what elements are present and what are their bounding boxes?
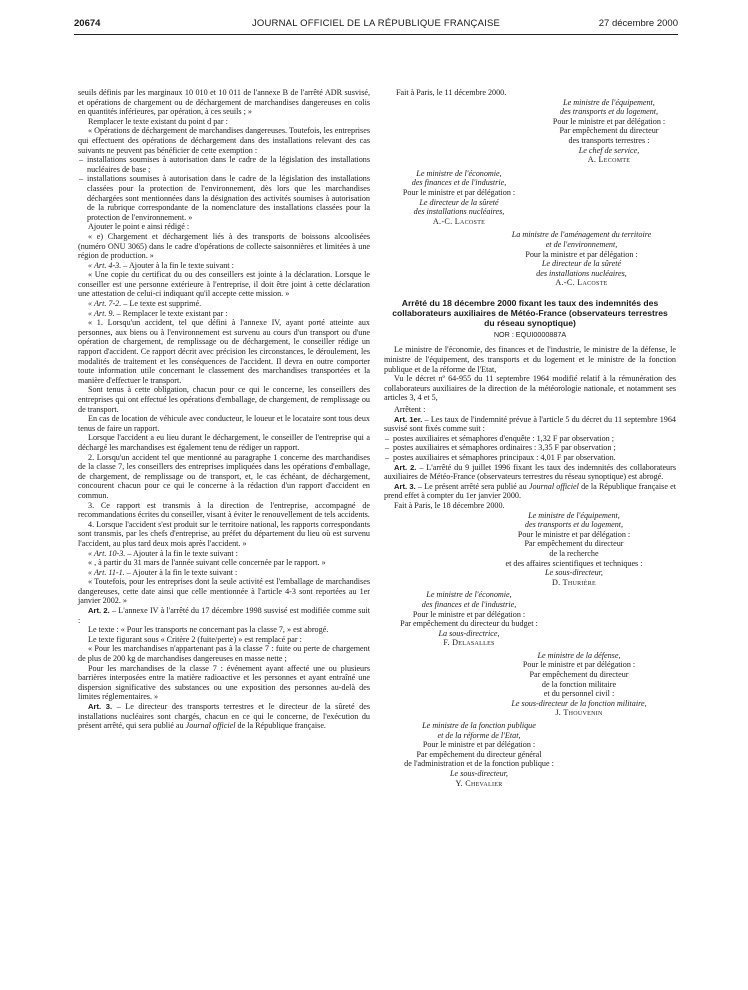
paragraph: Vu le décret nº 64-955 du 11 septembre 1964 modifié relatif à la rémunération des collaborateurs auxiliaires de la direction de la météorologie nationale, et notamment ses articles 3, 4 et 5, — [384, 374, 676, 403]
signatory-name: J. Thouvenin — [555, 708, 603, 718]
signatory-title: et de l'environnement, — [545, 239, 618, 249]
paragraph: En cas de location de véhicule avec conducteur, le loueur et le locataire sont tous deux tenus de faire un rapport. — [78, 414, 370, 433]
signatory-name: A.-C. Lacoste — [555, 278, 608, 288]
list-item: – installations soumises à autorisation dans le cadre de la législation des installations nucléaires de base ; — [78, 155, 370, 174]
journal-title: JOURNAL OFFICIEL DE LA RÉPUBLIQUE FRANÇAISE — [251, 18, 501, 29]
delegation-line: Pour le ministre et par délégation : — [517, 529, 631, 539]
delegation-line: Pour le ministre et par délégation : — [422, 740, 536, 750]
paragraph: 4. Lorsque l'accident s'est produit sur le territoire national, les rapports correspondants sont transmis, par les chefs d'entreprise, au préfet du département du lieu où est survenu l'accident, au plus tard deux mois après l'accident. » — [78, 519, 370, 548]
journal-ref: Journal officiel — [528, 481, 579, 491]
signatory-role: des installations nucléaires, — [413, 207, 505, 217]
paragraph: « , à partir du 31 mars de l'année suivant celle concernée par le rapport. » — [88, 558, 326, 568]
delegation-line: de la recherche — [549, 548, 599, 558]
signatory-title: La ministre de l'aménagement du territoire — [511, 230, 652, 240]
paragraph: Sont tenus à cette obligation, chacun pour ce qui le concerne, les conseillers des entreprises qui ont effectué les opérations d'emballage, de chargement, de remplissage ou de transport. — [78, 385, 370, 414]
signature-block — [474, 511, 674, 588]
article-text: – Le présent arrêté sera publié au — [415, 481, 529, 491]
signature-block — [384, 721, 574, 788]
signature-block — [384, 590, 554, 648]
article-number: Art. 1er. — [394, 414, 423, 424]
paragraph: seuils définis par les marginaux 10 010 et 10 011 de l'annexe B de l'arrêté ADR susvisé, et opérations de chargement ou de déchargement de marchandises dangereuses en colis en quantités inférieures, par opération, à ces seuils ; » — [78, 88, 370, 117]
article-ref: « Art. 4-3. — [88, 260, 122, 270]
signature-block — [484, 651, 674, 718]
paragraph: Le texte figurant sous « Critère 2 (fuite/perte) » est remplacé par : — [88, 634, 302, 644]
paragraph: Ajouter le point e ainsi rédigé : — [88, 222, 190, 232]
delegation-line: Par empêchement du directeur — [559, 126, 659, 136]
signatory-role: Le chef de service, — [578, 145, 640, 155]
signature-date: Fait à Paris, le 18 décembre 2000. — [394, 500, 505, 510]
paragraph: « Toutefois, pour les entreprises dont la seule activité est l'emballage de marchandises dangereuses, cette date ainsi que celle mentionnée à l'article 4-3 sont reportées au 1er janvier 2002. » — [78, 577, 370, 606]
paragraph: « e) Chargement et déchargement liés à des transports de boissons alcoolisées (numéro ONU 3065) dans le cadre d'opérations de collecte saisonnières et limitées à une région de production. » — [78, 231, 370, 261]
article-line — [78, 606, 370, 625]
article-line — [78, 702, 370, 731]
signatory-role: Le sous-directeur, — [450, 769, 508, 778]
delegation-line: Pour la ministre et par délégation : — [525, 249, 638, 259]
signatory-title: Le ministre de la fonction publique — [422, 721, 536, 731]
paragraph: 3. Ce rapport est transmis à la direction de l'entreprise, accompagné de recommandations écrites du conseiller, visant à éviter le renouvellement de tels accidents. — [78, 500, 370, 520]
page-header — [74, 18, 678, 34]
signatory-title: des transports et du logement, — [524, 520, 624, 530]
article-line — [384, 415, 676, 434]
paragraph: « Opérations de déchargement de marchandises dangereuses. Toutefois, les entreprises qui effectuent des opérations de déchargement dans des installations relevant des cas suivants ne peuvent pas bénéficier de cette exemption : — [78, 126, 370, 155]
delegation-line: de l'administration et de la fonction publique : — [404, 759, 554, 769]
paragraph: Lorsque l'accident a eu lieu durant le déchargement, le conseiller de l'entreprise qui a déchargé les marchandises est également tenu de rédiger un rapport. — [78, 433, 370, 452]
article-text: – Ajouter à la fin le texte suivant : — [125, 548, 238, 558]
signatory-title: des transports et du logement, — [559, 107, 659, 117]
issue-date: 27 décembre 2000 — [598, 18, 678, 29]
signatory-role: Le sous-directeur de la fonction militaire, — [511, 698, 647, 708]
page-number: 20674 — [74, 18, 101, 29]
article-text: – Le texte est supprimé. — [121, 299, 202, 309]
article-ref: « Art. 7-2. — [88, 299, 122, 309]
signatory-name: F. Delasalles — [443, 638, 495, 648]
signature-block — [484, 230, 679, 288]
delegation-line: Pour le ministre et par délégation : — [402, 187, 516, 197]
list-item: – postes auxiliaires et sémaphores ordinaires : 3,35 F par observation ; — [384, 443, 676, 453]
delegation-line: et du personnel civil : — [543, 689, 615, 699]
signatory-title: Le ministre de l'équipement, — [528, 510, 620, 520]
article-ref: « Art. 10-3. — [88, 548, 126, 558]
right-column — [384, 88, 676, 788]
delegation-line: et des affaires scientifiques et techniques : — [505, 558, 643, 568]
signatory-title: Le ministre de l'économie, — [416, 168, 502, 178]
delegation-line: Pour le ministre et par délégation : — [552, 116, 666, 126]
signatory-name: Y. Chevalier — [455, 778, 503, 788]
article-text: – Ajouter à la fin le texte suivant : — [124, 567, 238, 577]
article-text: – L'annexe IV à l'arrêté du 17 décembre 1998 susvisé est modifiée comme suit : — [78, 606, 370, 625]
article-number: Art. 2. — [88, 606, 110, 616]
signatory-name: A. Lecomte — [587, 155, 631, 165]
article-number: Art. 3. — [394, 481, 416, 491]
signatory-name: A.-C. Lacoste — [432, 216, 486, 226]
article-line — [384, 482, 676, 501]
paragraph: Pour les marchandises de la classe 7 : événement ayant affecté une ou plusieurs barrières interposées entre la matière radioactive et les personnes et ayant entraîné une dispersion significative des substances ou une exposition des personnes au-delà des limites réglementaires. » — [78, 663, 370, 702]
delegation-line: de la fonction militaire — [541, 679, 617, 689]
signatory-title: et de la réforme de l'Etat, — [437, 730, 521, 740]
article-text: – Ajouter à la fin le texte suivant : — [121, 260, 234, 270]
header-rule — [74, 34, 678, 35]
article-text: de la République française. — [235, 721, 326, 731]
article-text: – L'arrêté du 9 juillet 1996 fixant les taux des indemnités des collaborateurs auxiliaires de Météo-France (observateurs terrestres du réseau synoptique) est abrogé. — [384, 462, 676, 482]
delegation-line: Par empêchement du directeur du budget : — [400, 619, 538, 629]
signatory-title: des finances et de l'industrie, — [411, 178, 507, 188]
arrete-title: Arrêté du 18 décembre 2000 fixant les taux des indemnités des collaborateurs auxiliaires de Météo-France (observateurs terrestres du réseau synoptique) — [392, 297, 668, 328]
article-line — [384, 463, 676, 482]
paragraph: Le ministre de l'économie, des finances et de l'industrie, le ministre de la défense, le ministre de l'équipement, des transports et du logement et le ministre de la fonction publique et de la réforme de l'Etat, — [384, 345, 676, 374]
signatory-role: Le directeur de la sûreté — [419, 197, 499, 207]
left-column — [78, 88, 370, 731]
article-text: de la République française et prend effet à compter du 1er janvier 2000. — [384, 481, 676, 501]
delegation-line: Pour le ministre et par délégation : — [522, 660, 636, 670]
list-item: – installations soumises à autorisation dans le cadre de la législation des installations classées pour la protection de l'environnement, dès lors que les marchandises déchargées sont mentionnées dans la désignation des activités soumises à autorisation de la rubrique correspondante de la nomenclature des installations classées pour la protection de l'environnement. » — [78, 174, 370, 222]
signatory-title: des finances et de l'industrie, — [421, 599, 517, 609]
article-text: – Remplacer le texte existant par : — [114, 308, 228, 318]
article-line — [78, 309, 370, 319]
journal-ref: Journal officiel — [185, 721, 236, 731]
nor-reference: NOR : EQUI0000887A — [493, 329, 567, 339]
paragraph: Remplacer le texte existant du point d par : — [88, 116, 228, 126]
paragraph: « Pour les marchandises n'appartenant pas à la classe 7 : fuite ou perte de chargement de plus de 200 kg de marchandises dangereuses en masse nette ; — [78, 644, 370, 664]
article-line — [78, 261, 370, 271]
article-ref: « Art. 9. — [88, 308, 115, 318]
signature-block — [384, 169, 534, 227]
article-line — [78, 568, 370, 578]
paragraph: 2. Lorsqu'un accident tel que mentionné au paragraphe 1 concerne des marchandises de la classe 7, les conseillers des entreprises impliquées dans les opérations d'emballage, de chargement, de remplissage ou de transport, et, le cas échéant, de déchargement, concourent chacun pour ce qui le concerne à la rédaction d'un rapport d'accident en commun. — [78, 452, 370, 500]
article-number: Art. 2. — [394, 462, 417, 472]
signatory-role: La sous-directrice, — [438, 628, 500, 638]
paragraph: Le texte : « Pour les transports ne concernant pas la classe 7, » est abrogé. — [88, 625, 329, 635]
signatory-role: des installations nucléaires, — [536, 268, 627, 278]
signatory-title: Le ministre de l'équipement, — [563, 97, 655, 107]
article-text: – Les taux de l'indemnité prévue à l'article 5 du décret du 11 septembre 1964 susvisé sont fixés comme suit : — [384, 414, 676, 434]
article-number: Art. 3. — [88, 702, 113, 711]
list-item: – postes auxiliaires et sémaphores d'enquête : 1,32 F par observation ; — [384, 434, 676, 444]
article-text: – Le directeur des transports terrestres et le directeur de la sûreté des installations nucléaires sont chargés, chacun en ce qui le concerne, de l'exécution du présent arrêté, qui sera publié au — [78, 702, 370, 731]
delegation-line: Par empêchement du directeur — [529, 670, 629, 680]
list-item: – postes auxiliaires et sémaphores principaux : 4,01 F par observation. — [384, 453, 676, 463]
signatory-name: D. Thurière — [551, 577, 597, 587]
signature-date: Fait à Paris, le 11 décembre 2000. — [396, 88, 507, 97]
signatory-title: Le ministre de la défense, — [537, 650, 621, 660]
paragraph: « 1. Lorsqu'un accident, tel que défini à l'annexe IV, ayant porté atteinte aux personnes, aux biens ou à l'environnement est survenu au cours d'un transport ou d'une opération de chargement, de remplissage ou de déchargement, le conseiller rédige un rapport d'accident. Ce rapport décrit avec précision les circonstances, le déroulement, les modalités de traitement et les conséquences de l'accident. Il devra en outre comporter toute information utile concernant le classement des marchandises transportées et la manière d'effectuer le transport. — [78, 318, 370, 385]
paragraph: « Une copie du certificat du ou des conseillers est jointe à la déclaration. Lorsque le conseiller est une personne extérieure à l'entreprise, il doit être joint à cette déclaration une attestation de celui-ci indiquant qu'il accepte cette mission. » — [78, 270, 370, 299]
arretent-line: Arrêtent : — [394, 405, 426, 415]
delegation-line: Par empêchement du directeur général — [416, 749, 542, 759]
signatory-role: Le sous-directeur, — [545, 568, 603, 578]
signatory-title: Le ministre de l'économie, — [426, 590, 512, 600]
article-ref: « Art. 11-1. — [88, 567, 125, 577]
signature-block — [534, 98, 684, 165]
signatory-role: Le directeur de la sûreté — [541, 259, 622, 269]
article-line — [78, 549, 370, 559]
delegation-line: des transports terrestres : — [568, 135, 650, 145]
delegation-line: Par empêchement du directeur — [524, 539, 624, 549]
article-line — [78, 299, 370, 309]
delegation-line: Pour le ministre et par délégation : — [412, 609, 526, 619]
